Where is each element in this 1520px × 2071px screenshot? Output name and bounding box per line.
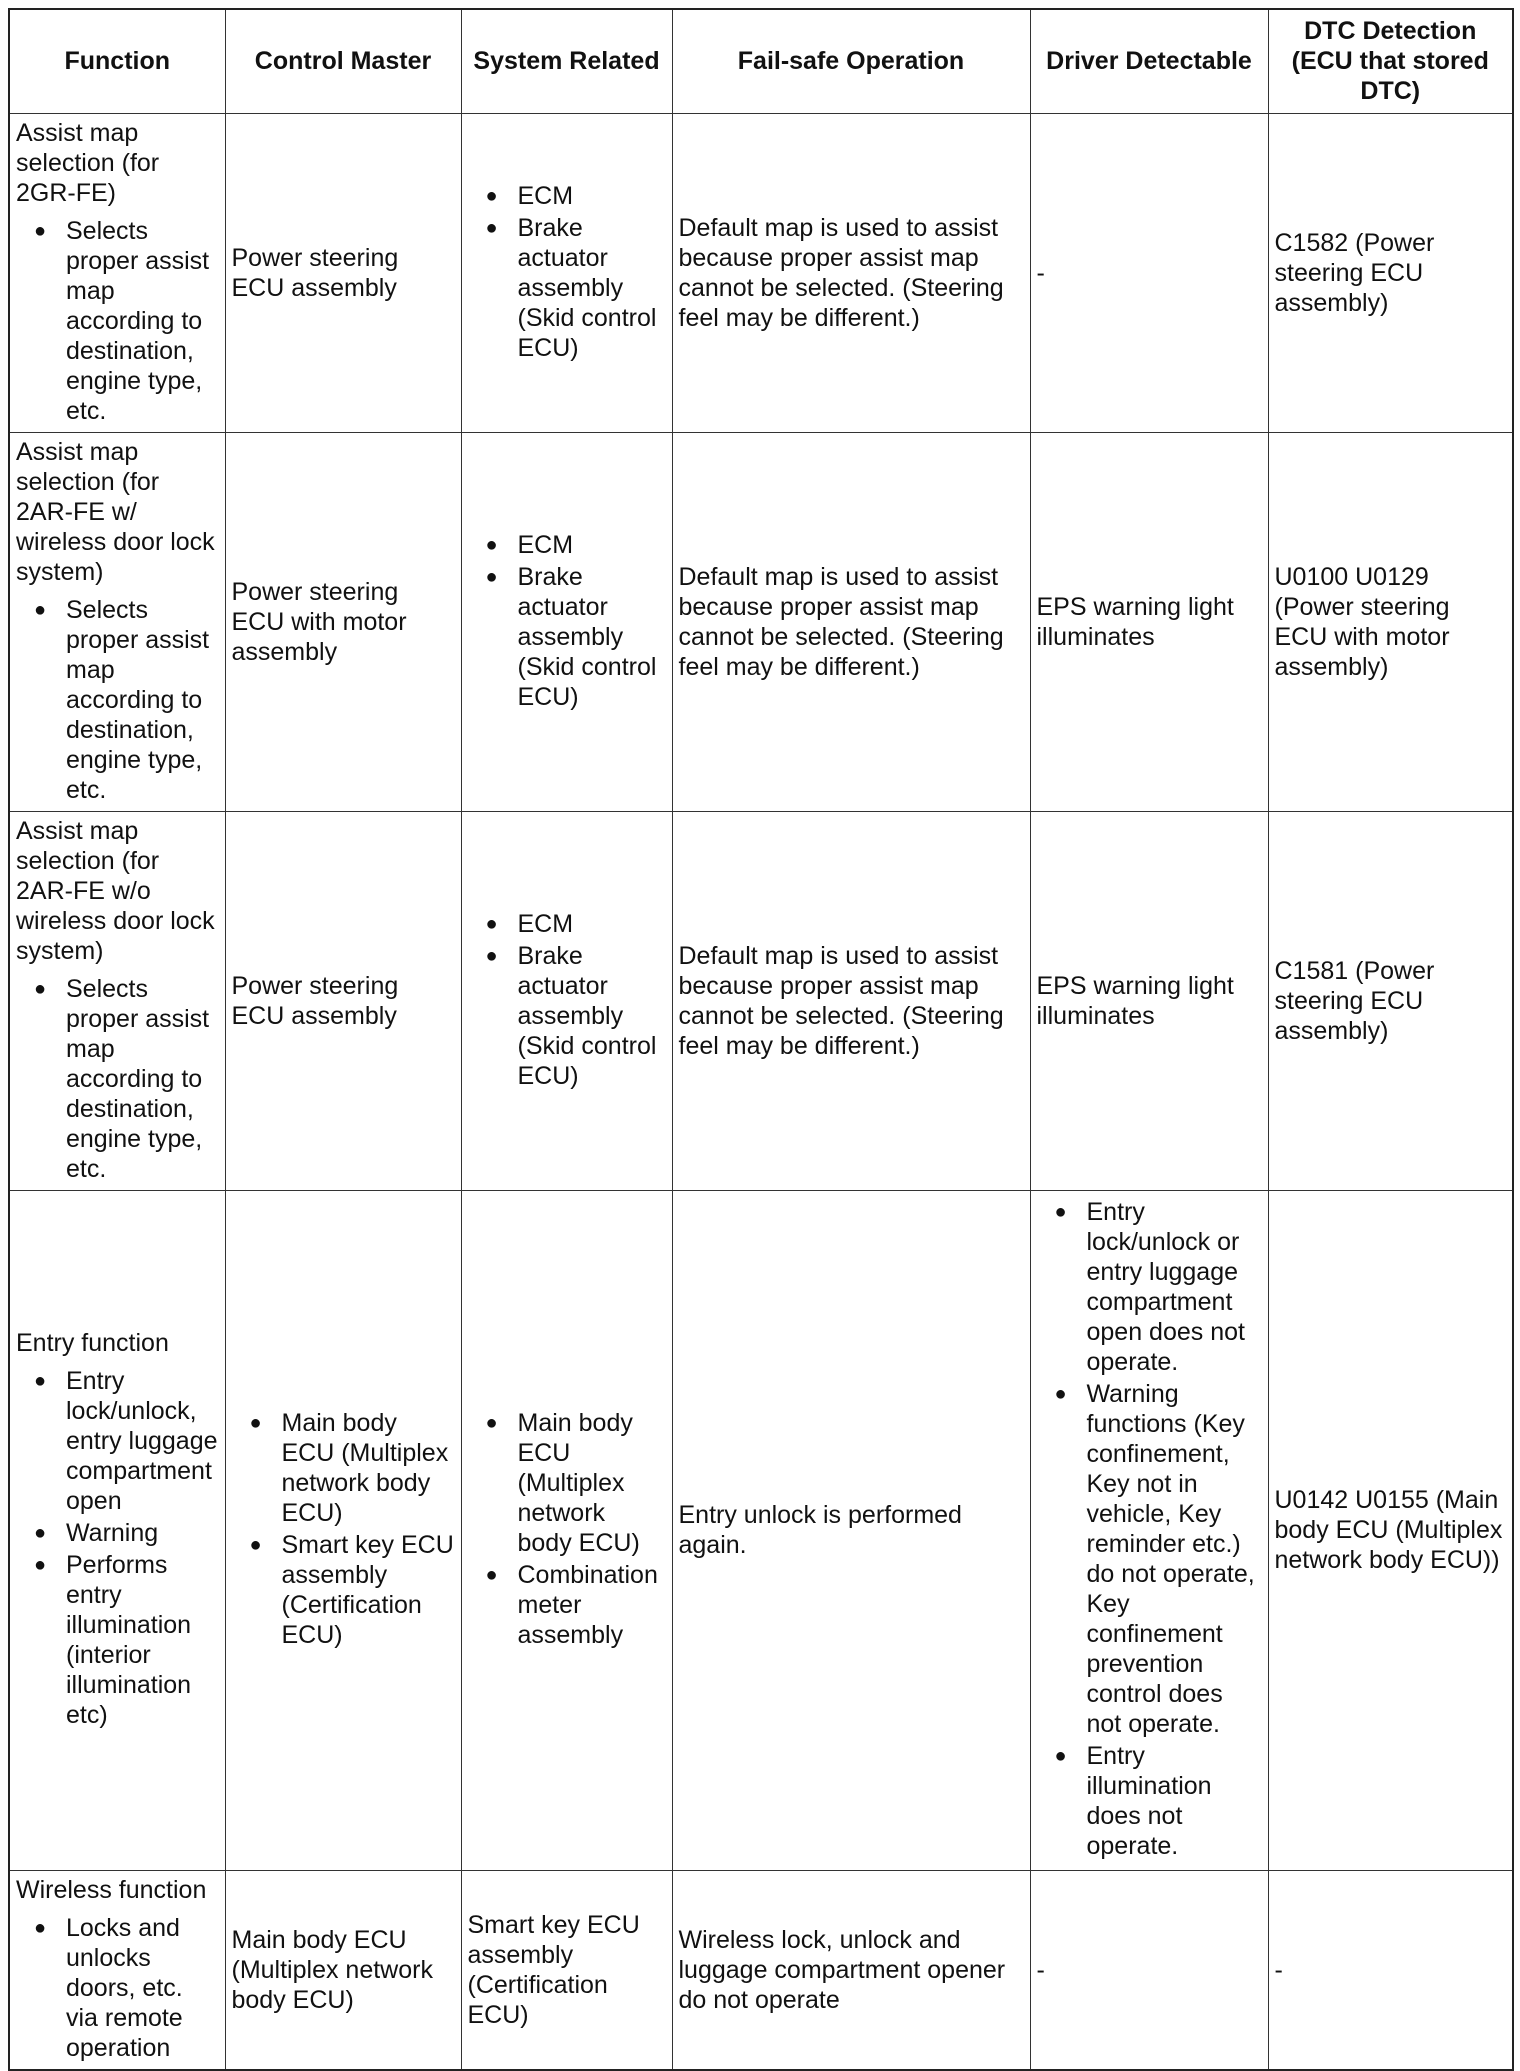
function-title: Assist map selection (for 2AR-FE w/ wireless door lock system) bbox=[16, 437, 215, 586]
list-item: ● Warning bbox=[16, 1518, 219, 1548]
function-table bbox=[8, 8, 1514, 2071]
driver-detectable-cell: EPS warning light illuminates bbox=[1030, 811, 1268, 1190]
list-item: ● Selects proper assist map according to destination, engine type, etc. bbox=[16, 216, 219, 426]
header-system-related: System Related bbox=[461, 9, 672, 113]
header-row bbox=[9, 9, 1513, 113]
system-related-cell bbox=[461, 1190, 672, 1870]
header-dtc-detection: DTC Detection (ECU that stored DTC) bbox=[1268, 9, 1513, 113]
list-item: ● Locks and unlocks doors, etc. via remote operation bbox=[16, 1913, 219, 2063]
list-item: ● Brake actuator assembly (Skid control ECU) bbox=[468, 213, 666, 363]
control-master-cell bbox=[225, 1190, 461, 1870]
header-function: Function bbox=[9, 9, 225, 113]
dtc-cell: - bbox=[1268, 1870, 1513, 2070]
header-control-master: Control Master bbox=[225, 9, 461, 113]
function-cell bbox=[9, 1870, 225, 2070]
list-item: ● Main body ECU (Multiplex network body ECU) bbox=[232, 1408, 455, 1528]
system-related-cell: Smart key ECU assembly (Certification ECU) bbox=[461, 1870, 672, 2070]
table-row bbox=[9, 811, 1513, 1190]
list-item: ● Entry lock/unlock or entry luggage compartment open does not operate. bbox=[1037, 1197, 1262, 1377]
fail-safe-cell: Wireless lock, unlock and luggage compartment opener do not operate bbox=[672, 1870, 1030, 2070]
function-cell bbox=[9, 811, 225, 1190]
driver-detectable-cell bbox=[1030, 1190, 1268, 1870]
list-item: ● Entry illumination does not operate. bbox=[1037, 1741, 1262, 1861]
list-item: ● Performs entry illumination (interior illumination etc) bbox=[16, 1550, 219, 1730]
list-item: ● ECM bbox=[468, 181, 666, 211]
list-item: ● Entry lock/unlock, entry luggage compartment open bbox=[16, 1366, 219, 1516]
list-item: ● Smart key ECU assembly (Certification ECU) bbox=[232, 1530, 455, 1650]
dtc-cell: U0142 U0155 (Main body ECU (Multiplex network body ECU)) bbox=[1268, 1190, 1513, 1870]
dtc-cell: C1581 (Power steering ECU assembly) bbox=[1268, 811, 1513, 1190]
driver-detectable-cell: - bbox=[1030, 113, 1268, 432]
control-master-cell: Power steering ECU assembly bbox=[225, 113, 461, 432]
function-title: Wireless function bbox=[16, 1875, 207, 1904]
list-item: ● Brake actuator assembly (Skid control ECU) bbox=[468, 941, 666, 1091]
fail-safe-cell: Entry unlock is performed again. bbox=[672, 1190, 1030, 1870]
function-cell bbox=[9, 1190, 225, 1870]
list-item: ● ECM bbox=[468, 530, 666, 560]
driver-detectable-cell: - bbox=[1030, 1870, 1268, 2070]
control-master-cell: Power steering ECU assembly bbox=[225, 811, 461, 1190]
table-row bbox=[9, 113, 1513, 432]
function-bullets bbox=[16, 216, 219, 426]
table-row bbox=[9, 1190, 1513, 1870]
dtc-cell: U0100 U0129 (Power steering ECU with motor assembly) bbox=[1268, 432, 1513, 811]
list-item: ● Selects proper assist map according to destination, engine type, etc. bbox=[16, 595, 219, 805]
function-cell bbox=[9, 113, 225, 432]
driver-detectable-cell: EPS warning light illuminates bbox=[1030, 432, 1268, 811]
system-related-cell bbox=[461, 113, 672, 432]
dtc-cell: C1582 (Power steering ECU assembly) bbox=[1268, 113, 1513, 432]
table-row bbox=[9, 432, 1513, 811]
table-row bbox=[9, 1870, 1513, 2070]
fail-safe-cell: Default map is used to assist because proper assist map cannot be selected. (Steering feel may be different.) bbox=[672, 432, 1030, 811]
system-related-cell bbox=[461, 811, 672, 1190]
control-master-cell: Power steering ECU with motor assembly bbox=[225, 432, 461, 811]
list-item: ● ECM bbox=[468, 909, 666, 939]
function-title: Assist map selection (for 2GR-FE) bbox=[16, 118, 160, 207]
system-related-cell bbox=[461, 432, 672, 811]
list-item: ● Selects proper assist map according to destination, engine type, etc. bbox=[16, 974, 219, 1184]
function-cell bbox=[9, 432, 225, 811]
list-item: ● Warning functions (Key confinement, Key not in vehicle, Key reminder etc.) do not operate, Key confinement prevention control does not operate. bbox=[1037, 1379, 1262, 1739]
fail-safe-cell: Default map is used to assist because proper assist map cannot be selected. (Steering feel may be different.) bbox=[672, 113, 1030, 432]
list-item: ● Combination meter assembly bbox=[468, 1560, 666, 1650]
control-master-cell: Main body ECU (Multiplex network body ECU) bbox=[225, 1870, 461, 2070]
header-driver-detectable: Driver Detectable bbox=[1030, 9, 1268, 113]
fail-safe-cell: Default map is used to assist because proper assist map cannot be selected. (Steering feel may be different.) bbox=[672, 811, 1030, 1190]
function-title: Entry function bbox=[16, 1329, 169, 1357]
function-title: Assist map selection (for 2AR-FE w/o wireless door lock system) bbox=[16, 816, 215, 965]
header-fail-safe-operation: Fail-safe Operation bbox=[672, 9, 1030, 113]
list-item: ● Brake actuator assembly (Skid control ECU) bbox=[468, 562, 666, 712]
list-item: ● Main body ECU (Multiplex network body ECU) bbox=[468, 1408, 666, 1558]
